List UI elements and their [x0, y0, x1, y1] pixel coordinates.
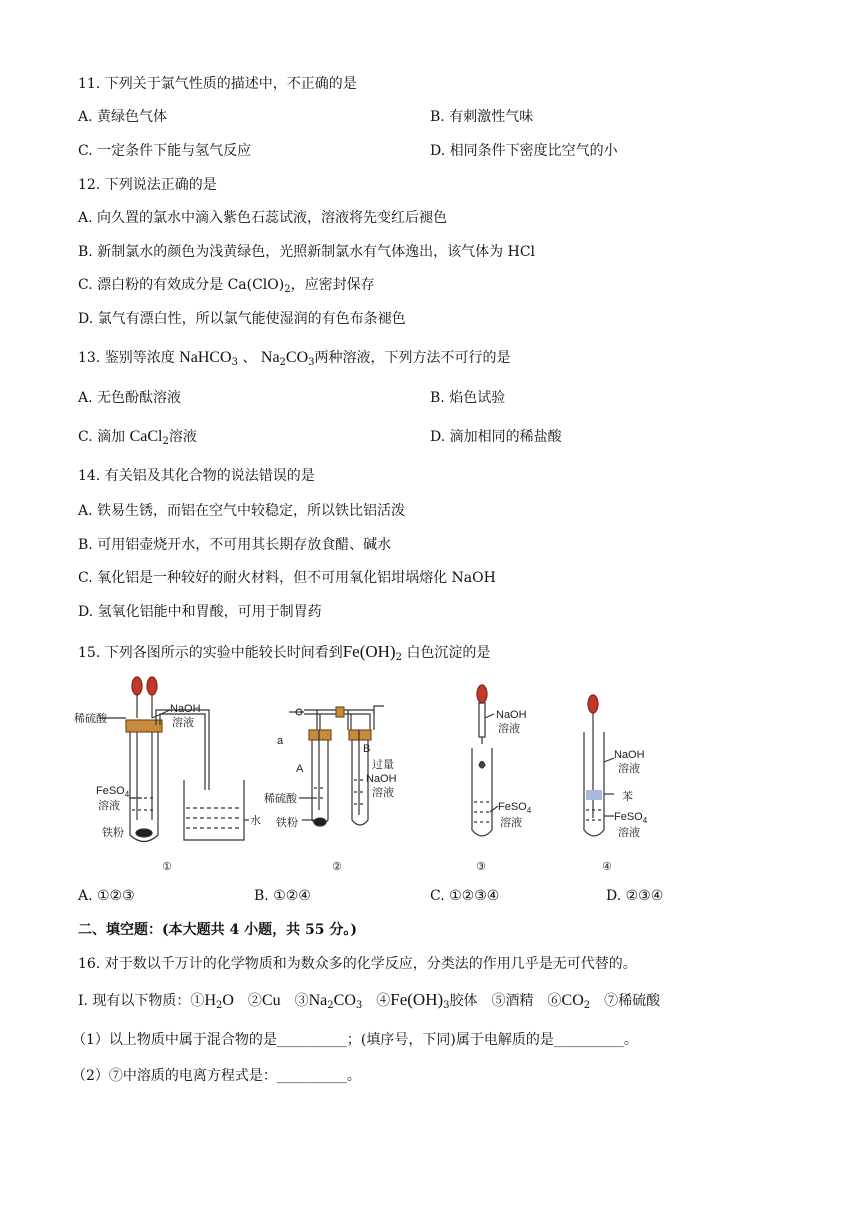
q15-option-d: D. ②③④	[606, 888, 664, 904]
q12-stem: 12. 下列说法正确的是	[78, 177, 217, 193]
q14-stem: 14. 有关铝及其化合物的说法错误的是	[78, 468, 315, 484]
q11-option-b: B. 有刺激性气味	[430, 109, 534, 125]
q12-option-b: B. 新制氯水的颜色为浅黄绿色，光照新制氯水有气体逸出，该气体为 HCl	[78, 244, 536, 260]
fig1-label-solution-2: 溶液	[98, 800, 120, 812]
fig4-number: ④	[602, 861, 612, 873]
fig4-label-solution-1: 溶液	[618, 763, 640, 775]
section-2-heading: 二、填空题：(本大题共 4 小题，共 55 分。)	[78, 922, 357, 938]
q15-option-b: B. ①②④	[254, 888, 311, 904]
q16-stem: 16. 对于数以千万计的化学物质和为数众多的化学反应，分类法的作用几乎是无可代替的。	[78, 956, 637, 972]
fig4-label-benzene: 苯	[622, 791, 633, 803]
fig1-label-feso4: FeSO$_4$	[96, 785, 130, 799]
q14-option-a: A. 铁易生锈，而铝在空气中较稳定，所以铁比铝活泼	[78, 503, 406, 519]
fig2-label-iron-powder: 铁粉	[276, 817, 298, 829]
figure-3-apparatus	[472, 685, 498, 836]
q14-option-c: C. 氧化铝是一种较好的耐火材料，但不可用氧化铝坩埚熔化 NaOH	[78, 570, 496, 586]
q14-option-b: B. 可用铝壶烧开水，不可用其长期存放食醋、碱水	[78, 537, 392, 553]
fig3-label-solution-2: 溶液	[500, 817, 522, 829]
q12-option-d: D. 氯气有漂白性，所以氯气能使湿润的有色布条褪色	[78, 311, 406, 327]
fig4-label-feso4: FeSO$_4$	[614, 811, 648, 825]
q16-part-1: （1）以上物质中属于混合物的是__________；(填序号，下同)属于电解质的是__________。	[72, 1032, 638, 1048]
q13-option-d: D. 滴加相同的稀盐酸	[430, 429, 562, 445]
fig2-number: ②	[332, 861, 342, 873]
q13-stem: 13. 鉴别等浓度 NaHCO$_3$ 、 $Na_2CO_3$两种溶液，下列方法不可行的是	[78, 349, 511, 368]
fig2-label-solution: 溶液	[372, 787, 394, 799]
q13-option-b: B. 焰色试验	[430, 390, 506, 406]
fig1-label-dilute-sulfuric-acid: 稀硫酸	[74, 713, 107, 725]
q12-option-c: C. 漂白粉的有效成分是 $Ca(ClO)_2$，应密封保存	[78, 277, 375, 295]
fig4-label-solution-2: 溶液	[618, 827, 640, 839]
q11-option-a: A. 黄绿色气体	[78, 109, 168, 125]
q15-apparatus-figures	[74, 670, 794, 880]
fig3-label-solution-1: 溶液	[498, 723, 520, 735]
figure-1-apparatus	[100, 677, 249, 842]
q13-option-a: A. 无色酚酞溶液	[78, 390, 182, 406]
q11-option-c: C. 一定条件下能与氢气反应	[78, 143, 252, 159]
q15-option-a: A. ①②③	[78, 888, 135, 904]
q14-option-d: D. 氢氧化铝能中和胃酸，可用于制胃药	[78, 604, 322, 620]
fig2-label-naoh: NaOH	[366, 773, 397, 785]
q15-option-c: C. ①②③④	[430, 888, 500, 904]
q11-stem: 11. 下列关于氯气性质的描述中，不正确的是	[78, 76, 357, 92]
fig3-label-feso4: FeSO$_4$	[498, 801, 532, 815]
fig1-label-naoh: NaOH	[170, 703, 201, 715]
q11-option-d: D. 相同条件下密度比空气的小	[430, 143, 618, 159]
fig1-label-solution-1: 溶液	[172, 717, 194, 729]
q15-stem: 15. 下列各图所示的实验中能较长时间看到$Fe(OH)_2$ 白色沉淀的是	[78, 642, 491, 663]
q12-option-a: A. 向久置的氯水中滴入紫色石蕊试液，溶液将先变红后褪色	[78, 210, 448, 226]
q13-option-c: C. 滴加 CaCl$_2$溶液	[78, 428, 197, 447]
fig2-label-tube-b: B	[363, 743, 371, 755]
fig4-label-naoh: NaOH	[614, 749, 645, 761]
fig2-label-tube-a: A	[296, 763, 304, 775]
fig2-label-dilute-sulfuric-acid: 稀硫酸	[264, 793, 297, 805]
fig3-number: ③	[476, 861, 486, 873]
figure-4-apparatus	[584, 695, 614, 836]
fig1-label-water: 水	[250, 815, 261, 827]
fig3-label-naoh: NaOH	[496, 709, 527, 721]
fig2-label-excess: 过量	[372, 759, 394, 771]
q16-part-2: （2）⑦中溶质的电离方程式是：__________。	[72, 1068, 361, 1084]
q16-substances: I. 现有以下物质：$①H_2O$ ②Cu $③Na_2CO_3$ $④Fe(OH)_3$胶体 ⑤酒精 $⑥CO_2$ ⑦稀硫酸	[78, 990, 661, 1011]
fig2-label-a: a	[277, 735, 284, 747]
fig1-label-iron-powder: 铁粉	[102, 827, 124, 839]
fig1-number: ①	[162, 861, 172, 873]
